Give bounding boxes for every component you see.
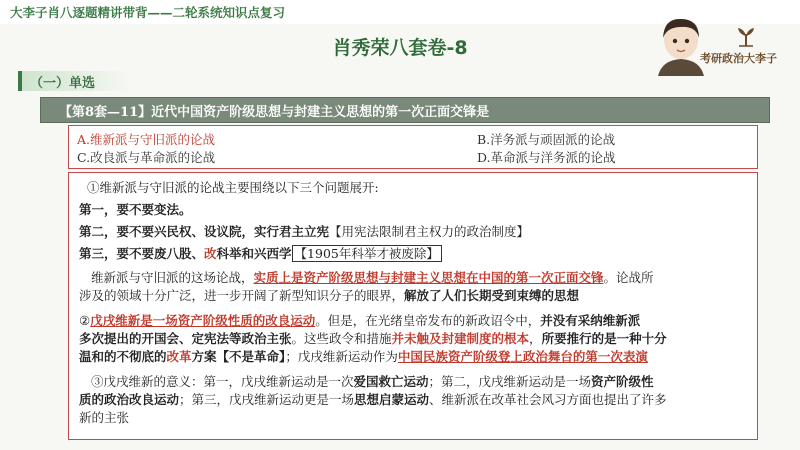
section-tag — [18, 71, 132, 91]
explain-text: 第二，要不要兴民权、设议院，实行君主立宪 — [79, 224, 330, 239]
question-bar — [40, 97, 770, 123]
explain-text: ；第二，戊戌维新运动是一场 — [428, 374, 592, 389]
explain-text: 。但是，在光绪皇帝发布的新政诏令中， — [315, 313, 541, 328]
explain-line-4 — [79, 245, 442, 262]
explain-line-1 — [87, 179, 379, 196]
explain-text: 。论战所 — [603, 270, 654, 285]
explain-line-6 — [79, 287, 579, 304]
explain-highlight: 改 — [204, 246, 217, 261]
explain-text: ；第三，戊戌维新运动更是一场 — [179, 392, 355, 407]
explain-bold: 并没有采纳维新派 — [540, 313, 641, 328]
explain-text: ， — [529, 331, 542, 346]
explain-text: 维新派与守旧派的这场论战， — [91, 270, 254, 285]
explain-bold: 所要推行的是一种十分 — [541, 331, 667, 346]
explain-text: ①维新派与守旧派的论战主要围绕以下三个问题展开: — [87, 180, 379, 195]
section-label: （一）单选 — [30, 76, 96, 91]
option-c[interactable]: C.改良派与革命派的论战 — [77, 150, 216, 165]
explain-line-11 — [79, 391, 667, 408]
explanation-box — [68, 172, 758, 440]
explain-note: 【用宪法限制君主权力的政治制度】 — [329, 224, 530, 239]
explain-bold: 资产阶级性 — [591, 374, 654, 389]
explain-line-7 — [79, 312, 640, 329]
explain-bold: 【不是革命】 — [216, 349, 286, 364]
explain-bold: 爱国救亡运动 — [353, 374, 429, 389]
explain-text: 科举和兴西学 — [216, 246, 292, 261]
explain-text: 。这些政令和措施 — [291, 331, 392, 346]
option-b[interactable]: B.洋务派与顽固派的论战 — [477, 132, 616, 147]
explain-line-10 — [91, 373, 654, 390]
explain-line-5 — [91, 269, 654, 286]
explain-text: 第三，要不要废八股、 — [79, 246, 205, 261]
explain-text: 、维新派在改革社会风习方面也提出了许多 — [429, 392, 667, 407]
explain-bold: 解放了人们长期受到束缚的思想 — [404, 288, 580, 303]
explain-bold: 质的政治改良运动 — [79, 392, 180, 407]
explain-line-9 — [79, 348, 648, 365]
explain-note: 【1905年科举才被废除】 — [292, 245, 442, 262]
explain-text: 第一，要不要变法。 — [79, 202, 192, 217]
explain-bold: 方案 — [191, 349, 217, 364]
explain-line-3 — [79, 223, 529, 240]
course-title: 大李子肖八逐题精讲带背——二轮系统知识点复习 — [10, 5, 286, 20]
options-box — [68, 125, 758, 169]
explain-bold: 多次提出的开国会、定宪法等政治主张 — [79, 331, 292, 346]
explain-highlight: 改革 — [166, 349, 192, 364]
explain-highlight: 实质上是资产阶级思想与封建主义思想在中国的第一次正面交锋 — [253, 270, 604, 285]
explain-text: ③戊戌维新的意义：第一，戊戌维新运动是一次 — [91, 374, 354, 389]
explain-text: 涉及的领域十分广泛，进一步开阔了新型知识分子的眼界， — [79, 288, 405, 303]
explain-text: ② — [79, 313, 91, 328]
avatar — [650, 14, 712, 76]
explain-bold: 思想启蒙运动 — [354, 392, 430, 407]
explain-highlight: 戊戌维新是一场资产阶级性质的改良运动 — [90, 313, 316, 328]
explain-line-2 — [79, 201, 192, 218]
explain-line-12 — [79, 409, 129, 426]
question-text: 【第8套—11】近代中国资产阶级思想与封建主义思想的第一次正面交锋是 — [59, 105, 490, 120]
option-a[interactable]: A.维新派与守旧派的论战 — [77, 132, 216, 147]
page-title: 肖秀荣八套卷-8 — [332, 37, 468, 59]
explain-highlight: 并未触及封建制度的根本 — [391, 331, 530, 346]
option-d[interactable]: D.革命派与洋务派的论战 — [477, 150, 616, 165]
explain-text: 新的主张 — [79, 410, 130, 425]
explain-line-8 — [79, 330, 667, 347]
explain-bold: 温和的不彻底的 — [79, 349, 167, 364]
brand-logo-text: 考研政治大李子 — [700, 52, 777, 65]
explain-highlight: 中国民族资产阶级登上政治舞台的第一次表演 — [397, 349, 648, 364]
tree-logo-icon — [735, 24, 757, 48]
explain-text: ；戊戌维新运动作为 — [285, 349, 398, 364]
